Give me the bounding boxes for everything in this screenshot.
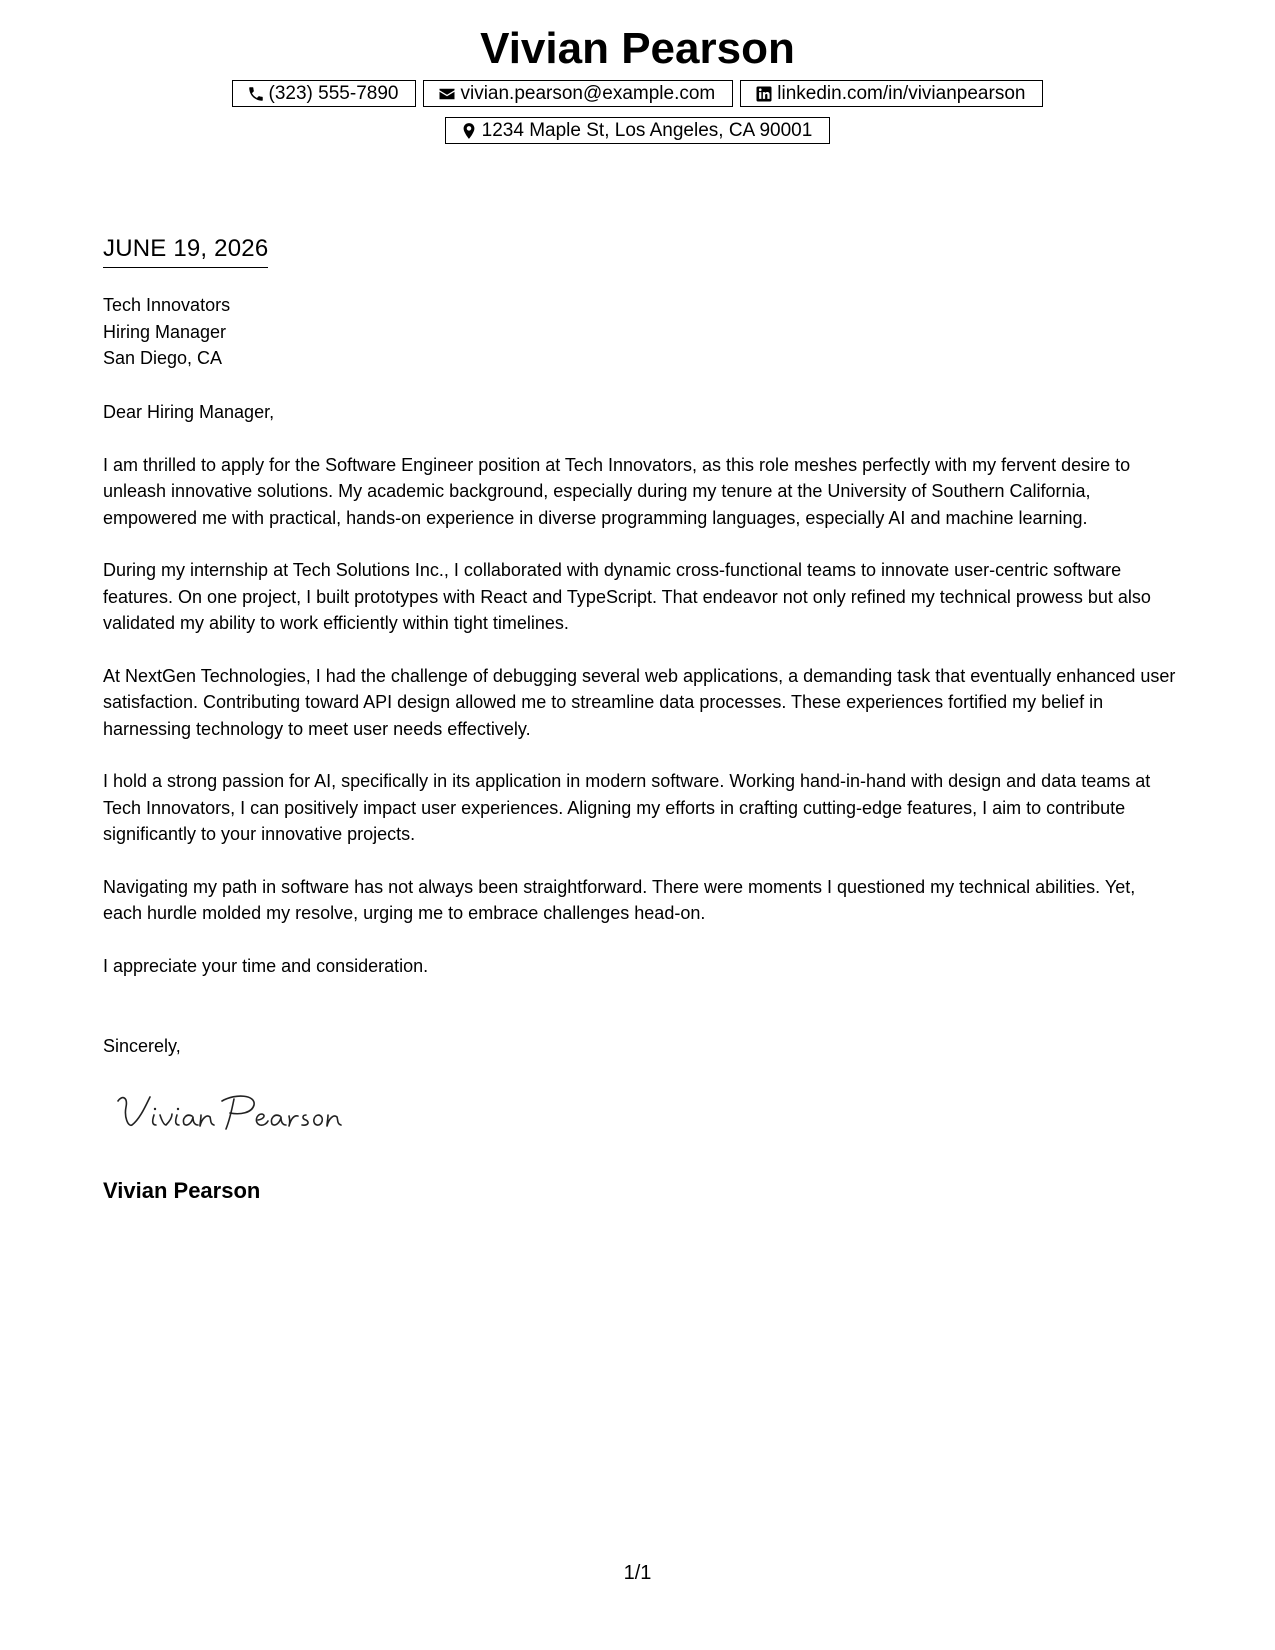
body-paragraph: At NextGen Technologies, I had the challenge of debugging several web applications, a demanding task that eventually enhanced user satisfaction. Contributing toward API design allowed me to streamline data processes. These experiences fortified my belief in harnessing technology to meet user needs effectively.: [103, 665, 1176, 739]
phone-chip[interactable]: [232, 80, 417, 107]
recipient-title: Hiring Manager: [103, 321, 227, 342]
email-text: vivian.pearson@example.com: [460, 83, 716, 104]
handwritten-signature: [110, 1085, 360, 1145]
envelope-icon: [438, 85, 456, 103]
page-number: 1/1: [623, 1562, 652, 1584]
signer-name: Vivian Pearson: [103, 1178, 261, 1203]
closing: Sincerely,: [103, 1036, 181, 1056]
letter-body: [103, 399, 1178, 1005]
body-paragraph: I appreciate your time and consideration.: [103, 955, 429, 976]
linkedin-text: linkedin.com/in/vivianpearson: [777, 83, 1026, 104]
greeting: Dear Hiring Manager,: [103, 402, 275, 422]
contact-row-address: [0, 117, 1275, 144]
linkedin-chip[interactable]: [740, 80, 1043, 107]
phone-text: (323) 555-7890: [268, 83, 399, 104]
recipient-block: [103, 292, 230, 372]
email-chip[interactable]: [423, 80, 733, 107]
applicant-name-heading: Vivian Pearson: [480, 24, 795, 73]
phone-icon: [247, 85, 265, 103]
body-paragraph: I am thrilled to apply for the Software Engineer position at Tech Innovators, as this role meshes perfectly with my fervent desire to unleash innovative solutions. My academic background, especially during my tenure at the University of Southern California, empowered me with practical, hands-on experience in diverse programming languages, especially AI and machine learning.: [103, 454, 1131, 528]
linkedin-icon: [755, 85, 773, 103]
address-chip[interactable]: [445, 117, 831, 144]
contact-row: [0, 80, 1275, 107]
recipient-location: San Diego, CA: [103, 348, 223, 368]
map-marker-icon: [460, 122, 478, 140]
body-paragraph: During my internship at Tech Solutions Inc., I collaborated with dynamic cross-functional teams to innovate user-centric software features. On one project, I built prototypes with React and TypeScript. That endeavor not only refined my technical prowess but also validated my ability to work efficiently within tight timelines.: [103, 560, 1151, 633]
address-text: 1234 Maple St, Los Angeles, CA 90001: [481, 120, 813, 141]
letter-date: JUNE 19, 2026: [103, 234, 268, 268]
body-paragraph: I hold a strong passion for AI, specifically in its application in modern software. Working hand-in-hand with design and data teams at Tech Innovators, I can positively impact user experiences. Aligning my efforts in crafting cutting-edge features, I aim to contribute significantly to your innovative projects.: [103, 771, 1151, 844]
body-paragraph: Navigating my path in software has not always been straightforward. There were moments I questioned my technical abilities. Yet, each hurdle molded my resolve, urging me to embrace challenges head-on.: [103, 876, 1136, 923]
recipient-company: Tech Innovators: [103, 295, 231, 315]
